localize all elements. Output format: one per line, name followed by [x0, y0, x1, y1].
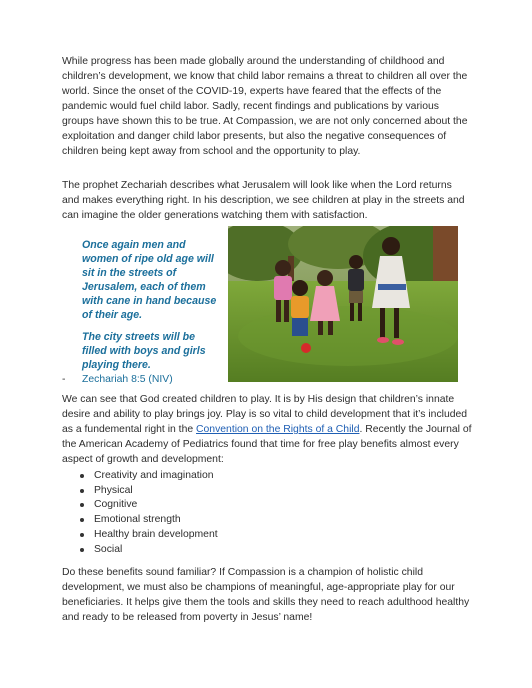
benefit-label: Emotional strength [94, 514, 181, 526]
bullet-icon [80, 533, 84, 537]
quote-line-1: Once again men and women of ripe old age will sit in the streets of Jerusalem, each of them with cane in hand because of their age. [82, 239, 217, 321]
benefit-label: Social [94, 543, 123, 555]
list-item [80, 469, 440, 484]
play-paragraph-text-end: . Recently the Journal of the American Academy of Pediatrics found that time for free play benefits almost every aspect of growth and development: [62, 424, 472, 465]
benefit-label: Physical [94, 484, 133, 496]
bullet-icon [80, 548, 84, 552]
scripture-citation [62, 374, 173, 385]
benefits-list [80, 469, 440, 557]
citation-reference: Zechariah 8:5 (NIV) [82, 374, 173, 385]
list-item [80, 528, 440, 543]
list-item [80, 498, 440, 513]
bullet-icon [80, 489, 84, 493]
play-design-paragraph [62, 392, 472, 467]
quote-line-2: The city streets will be filled with boys and girls playing there. [82, 331, 206, 371]
play-paragraph-text: We can see that God created children to play. It is by His design that children’s innate desire and ability to play brings joy. Play is so vital to child development that it’s included as a fundemental right in the [62, 394, 468, 435]
intro-paragraph: While progress has been made globally around the understanding of childhood and children’s development, we know that child labor remains a threat to children all over the world. Since the onset of the COVID-19, experts have feared that the effects of the pandemic would fuel child labor. Sadly, recent findings and publications by various groups have shown this to be true. At Compassion, we are not only concerned about the exploitation and danger child labor presents, but also the negative consequences of children being kept away from school and the opportunity to play. [62, 56, 468, 157]
list-item [80, 513, 440, 528]
list-item [80, 543, 440, 558]
closing-paragraph: Do these benefits sound familiar? If Compassion is a champion of holistic child development, we must also be champions of meaningful, age-appropriate play for our beneficiaries. It helps give them the tools and skills they need to reach adulthood healthy and ready to be released from poverty in Jesus’ name! [62, 567, 470, 623]
bullet-icon [80, 503, 84, 507]
bullet-icon [80, 518, 84, 522]
bullet-icon [80, 474, 84, 478]
benefit-label: Cognitive [94, 499, 138, 511]
benefit-label: Healthy brain development [94, 528, 218, 540]
convention-rights-child-link[interactable]: Convention on the Rights of a Child [196, 424, 360, 435]
list-item [80, 484, 440, 499]
children-playing-photo [228, 226, 458, 382]
citation-dash: - [62, 374, 66, 385]
benefit-label: Creativity and imagination [94, 470, 214, 481]
zechariah-paragraph: The prophet Zechariah describes what Jerusalem will look like when the Lord returns and makes everything right. In his description, we see children at play in the streets and can imagine the older generations watching them with satisfaction. [62, 180, 465, 221]
scripture-quote [82, 238, 222, 380]
